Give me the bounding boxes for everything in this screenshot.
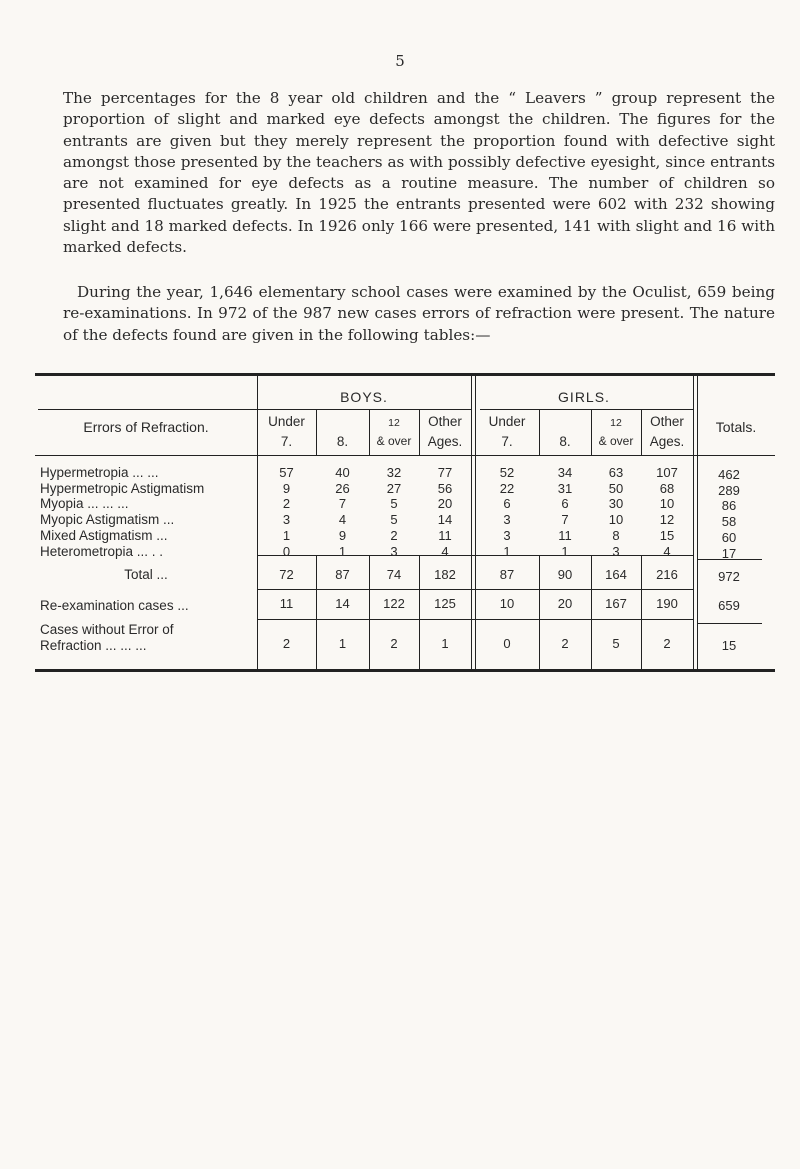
row-label: Mixed Astigmatism ... [40,527,168,543]
table-cell: 20 [557,596,573,611]
table-cell: 659 [718,598,740,613]
table-cell: 32 [386,465,402,480]
header-bottom-rule [35,455,775,456]
table-cell: 3 [503,512,511,528]
girls-age-header-ages: Ages. [649,434,685,449]
table-cell: 90 [557,567,573,582]
boys-age-header-ages: Ages. [427,434,463,449]
table-cell: 86 [721,498,737,514]
table-cell: 164 [605,567,627,582]
totals-sum-rule-2 [698,623,762,624]
table-cell: 7 [338,496,347,512]
table-cell: 4 [663,543,671,559]
table-cell: 122 [383,596,405,611]
table-cell: 27 [386,480,402,496]
table-cell: 15 [721,638,737,653]
table-cell: 9 [338,527,347,543]
table-cell: 15 [659,527,675,543]
row-label: Heterometropia ... . . [40,543,164,559]
boys-header: BOYS. [340,389,388,405]
girls-age-header-12: 12 [610,417,622,429]
girls-age-header-8: 8. [559,434,571,449]
table-cell: 5 [390,496,398,512]
oculist-paragraph: During the year, 1,646 elementary school cases were examined by the Oculist, 659 being re-examinations. In 972 of the 987 new cases errors of refraction were present. The nature of the defects found are given in the following tables:— [63,283,775,344]
table-cell: 2 [390,636,398,651]
table-cell: 125 [434,596,456,611]
table-cell: 2 [663,636,671,651]
table-cell: 3 [282,512,291,528]
table-cell: 1 [561,543,569,559]
table-cell: 56 [437,480,453,496]
table-cell: 1 [441,636,449,651]
table-cell: 1 [338,636,347,651]
table-cell: 0 [282,543,291,559]
table-cell: 60 [721,529,737,545]
table-cell: 3 [612,543,620,559]
girls-age-header-under: Under [488,414,526,429]
table-cell: 2 [282,496,291,512]
table-cell: 68 [659,480,675,496]
page-number: 5 [395,52,405,70]
table-cell: 6 [503,496,511,512]
table-cell: 31 [557,480,573,496]
table-cell: 4 [441,543,449,559]
table-cell: 87 [499,567,515,582]
intro-paragraph: The percentages for the 8 year old children and the “ Leavers ” group represent the proportion of slight and marked eye defects amongst the children. The figures for the entrants are given but they merely represent the proportion found with defective sight amongst those presented by the teachers as with possibly defective eyesight, since entrants are not examined for eye defects as a routine measure. The number of children so presented fluctuates greatly. In 1925 the entrants presented were 602 with 232 showing slight and 18 marked defects. In 1926 only 166 were presented, 141 with slight and 16 with marked defects. [63,89,775,257]
row-label: Myopia ... ... ... [40,496,129,512]
noerror-row-label-1: Cases without Error of [40,622,174,637]
table-cell: 190 [656,596,678,611]
table-cell: 63 [608,465,624,480]
boys-age-header-over: & over [376,434,412,448]
table-cell: 40 [335,465,350,480]
table-cell: 9 [282,480,291,496]
table-cell: 20 [437,496,453,512]
table-cell: 22 [499,480,515,496]
table-cell: 30 [608,496,624,512]
table-cell: 57 [279,465,294,480]
table-cell: 17 [721,545,737,561]
table-cell: 52 [499,465,515,480]
boys-age-header-other: Other [428,414,462,429]
table-cell: 10 [499,596,515,611]
table-cell: 87 [335,567,350,582]
boys-age-header-8: 8. [336,434,349,449]
table-cell: 14 [437,512,453,528]
table-cell: 12 [659,512,675,528]
table-cell: 3 [390,543,398,559]
table-cell: 1 [338,543,347,559]
table-cell: 58 [721,514,737,530]
girls-age-header-over: & over [598,434,634,448]
totals-header: Totals. [715,419,757,435]
table-cell: 167 [605,596,627,611]
boys-header-rule [257,409,471,410]
table-cell: 972 [718,569,740,584]
row-label: Hypermetropic Astigmatism [40,480,205,496]
refraction-table [35,373,775,722]
errors-header: Errors of Refraction. [83,419,209,435]
row-label: Hypermetropia ... ... [40,465,159,480]
table-cell: 3 [503,527,511,543]
table-cell: 74 [386,567,402,582]
row-label: Myopic Astigmatism ... [40,512,175,528]
table-cell: 72 [279,567,294,582]
table-cell: 50 [608,480,624,496]
boys-age-header-12: 12 [388,417,400,429]
table-cell: 5 [612,636,620,651]
table-cell: 289 [718,482,740,498]
table-top-rule [35,373,775,376]
table-cell: 10 [608,512,624,528]
table-cell: 462 [718,467,740,482]
vrule-girls-totals-1 [693,376,694,669]
boys-age-header-7: 7. [280,434,293,449]
table-cell: 4 [338,512,347,528]
girls-age-header-7: 7. [501,434,513,449]
girls-header-rule [480,409,693,410]
girls-header: GIRLS. [558,389,610,405]
vrule-boys-girls-1 [471,376,472,669]
table-cell: 7 [561,512,569,528]
table-cell: 14 [335,596,350,611]
boys-age-header-under: Under [268,414,305,429]
table-cell: 8 [612,527,620,543]
table-cell: 10 [659,496,675,512]
total-row-label: Total ... [124,567,168,582]
table-cell: 11 [438,527,452,543]
table-bottom-rule [35,669,775,672]
table-cell: 1 [503,543,511,559]
table-cell: 0 [503,636,511,651]
table-cell: 77 [437,465,453,480]
boys-under-rule-left [38,409,270,410]
table-cell: 26 [335,480,350,496]
table-cell: 11 [279,596,294,611]
table-cell: 107 [656,465,678,480]
table-cell: 2 [282,636,291,651]
table-cell: 5 [390,512,398,528]
table-cell: 2 [561,636,569,651]
table-cell: 182 [434,567,456,582]
reexam-row-label: Re-examination cases ... [40,598,189,613]
table-cell: 11 [558,527,572,543]
table-cell: 6 [561,496,569,512]
girls-age-header-other: Other [650,414,684,429]
table-cell: 34 [557,465,573,480]
table-cell: 2 [390,527,398,543]
table-cell: 216 [656,567,678,582]
table-cell: 1 [282,527,291,543]
noerror-row-label-2: Refraction ... ... ... [40,638,147,653]
